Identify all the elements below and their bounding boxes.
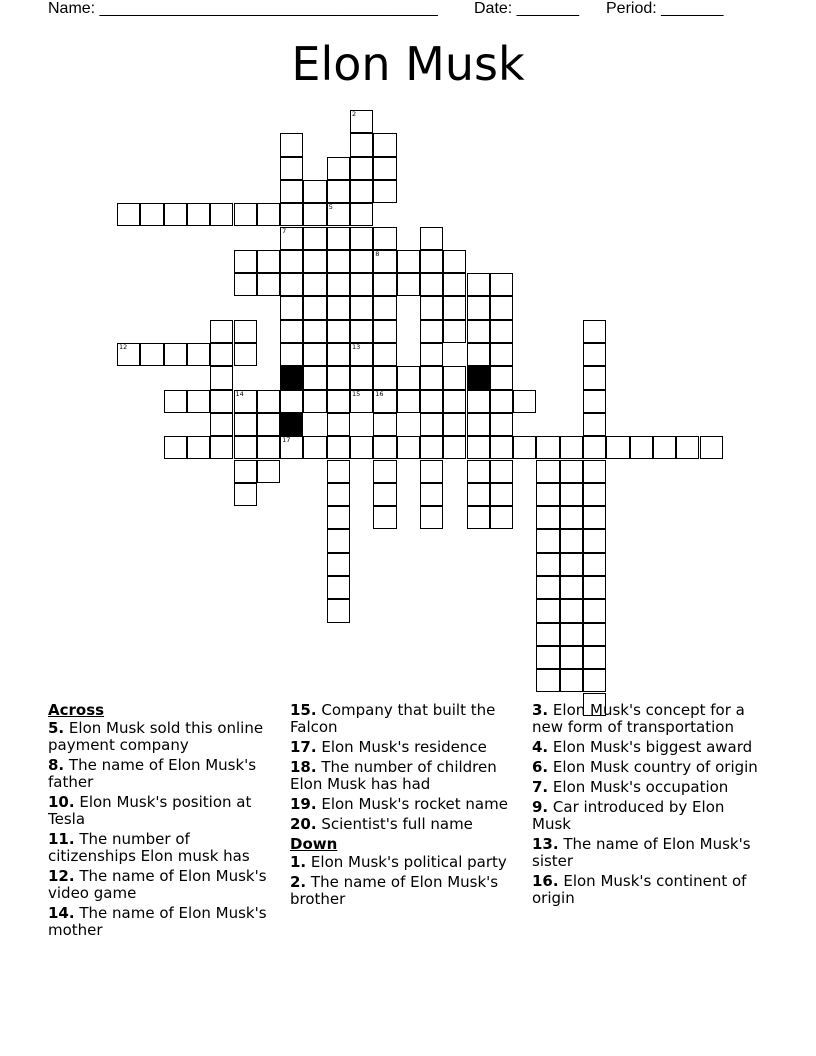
grid-cell[interactable]	[234, 343, 257, 366]
grid-cell[interactable]	[397, 250, 420, 273]
clue-num: 16.	[532, 872, 559, 890]
down-clue	[532, 739, 764, 756]
grid-cell[interactable]	[560, 669, 583, 692]
grid-cell[interactable]	[373, 390, 396, 413]
clue-text: The name of Elon Musk's mother	[48, 904, 267, 939]
grid-cell[interactable]	[583, 576, 606, 599]
grid-cell[interactable]	[560, 506, 583, 529]
clue-num: 9.	[532, 798, 549, 816]
grid-cell[interactable]	[350, 227, 373, 250]
grid-cell[interactable]	[513, 436, 536, 459]
grid-cell[interactable]	[443, 366, 466, 389]
clue-text: Elon Musk's residence	[321, 738, 487, 756]
grid-cell[interactable]	[303, 343, 326, 366]
clue-text: Elon Musk's concept for a new form of transportation	[532, 701, 745, 736]
grid-cell[interactable]	[164, 436, 187, 459]
grid-cell[interactable]	[467, 390, 490, 413]
grid-cell[interactable]	[303, 180, 326, 203]
grid-cell[interactable]	[676, 436, 699, 459]
grid-cell[interactable]	[490, 390, 513, 413]
grid-cell[interactable]	[443, 413, 466, 436]
clue-num: 13.	[532, 835, 559, 853]
grid-cell[interactable]	[373, 250, 396, 273]
grid-cell[interactable]	[583, 483, 606, 506]
grid-cell[interactable]	[420, 390, 443, 413]
grid-cell[interactable]	[513, 390, 536, 413]
across-clue	[48, 794, 280, 828]
grid-cell[interactable]	[443, 436, 466, 459]
grid-cell[interactable]	[280, 273, 303, 296]
grid-cell[interactable]	[490, 343, 513, 366]
grid-cell[interactable]	[117, 343, 140, 366]
grid-cell[interactable]	[327, 553, 350, 576]
grid-cell[interactable]	[373, 366, 396, 389]
grid-cell[interactable]	[210, 413, 233, 436]
clue-number: 2	[352, 110, 357, 118]
clue-text: Company that built the Falcon	[290, 701, 496, 736]
grid-block	[280, 413, 303, 436]
name-field-label: Name: ______________________________________	[48, 0, 438, 17]
clue-text: Car introduced by Elon Musk	[532, 798, 725, 833]
grid-cell[interactable]	[583, 669, 606, 692]
grid-cell[interactable]	[583, 506, 606, 529]
grid-cell[interactable]	[583, 366, 606, 389]
grid-cell[interactable]	[280, 180, 303, 203]
grid-cell[interactable]	[303, 366, 326, 389]
grid-cell[interactable]	[327, 203, 350, 226]
grid-cell[interactable]	[327, 296, 350, 319]
clue-num: 7.	[532, 778, 549, 796]
clue-num: 3.	[532, 701, 549, 719]
grid-cell[interactable]	[303, 436, 326, 459]
clue-text: The number of children Elon Musk has had	[290, 758, 497, 793]
grid-cell[interactable]	[397, 436, 420, 459]
across-clue	[290, 702, 522, 736]
clue-column-2	[290, 702, 522, 911]
grid-cell[interactable]	[327, 250, 350, 273]
clue-number: 17	[282, 436, 291, 445]
grid-cell[interactable]	[234, 436, 257, 459]
grid-cell[interactable]	[536, 669, 559, 692]
clue-column-3	[532, 702, 764, 910]
grid-cell[interactable]	[583, 646, 606, 669]
clue-number: 15	[352, 389, 361, 398]
grid-cell[interactable]	[187, 203, 210, 226]
grid-cell[interactable]	[560, 599, 583, 622]
grid-cell[interactable]	[187, 390, 210, 413]
grid-cell[interactable]	[443, 250, 466, 273]
grid-cell[interactable]	[257, 203, 280, 226]
grid-cell[interactable]	[350, 110, 373, 133]
grid-cell[interactable]	[280, 250, 303, 273]
clue-text: The name of Elon Musk's sister	[532, 835, 751, 870]
across-clue	[290, 796, 522, 813]
grid-cell[interactable]	[420, 273, 443, 296]
grid-cell[interactable]	[303, 227, 326, 250]
grid-cell[interactable]	[373, 273, 396, 296]
grid-cell[interactable]	[257, 390, 280, 413]
grid-cell[interactable]	[140, 203, 163, 226]
grid-cell[interactable]	[257, 460, 280, 483]
grid-cell[interactable]	[467, 506, 490, 529]
clue-text: The number of citizenships Elon musk has	[48, 830, 250, 865]
grid-cell[interactable]	[373, 157, 396, 180]
grid-cell[interactable]	[210, 366, 233, 389]
grid-cell[interactable]	[467, 413, 490, 436]
grid-cell[interactable]	[583, 320, 606, 343]
grid-cell[interactable]	[536, 529, 559, 552]
grid-cell[interactable]	[234, 250, 257, 273]
grid-cell[interactable]	[350, 180, 373, 203]
clue-num: 17.	[290, 738, 317, 756]
clue-number: 8	[375, 249, 380, 258]
grid-cell[interactable]	[583, 599, 606, 622]
grid-cell[interactable]	[303, 273, 326, 296]
clue-num: 19.	[290, 795, 317, 813]
grid-cell[interactable]	[164, 390, 187, 413]
grid-cell[interactable]	[490, 460, 513, 483]
grid-cell[interactable]	[210, 320, 233, 343]
grid-cell[interactable]	[280, 320, 303, 343]
across-clue	[290, 816, 522, 833]
grid-cell[interactable]	[467, 483, 490, 506]
clue-num: 20.	[290, 815, 317, 833]
grid-cell[interactable]	[327, 506, 350, 529]
across-clue	[48, 868, 280, 902]
grid-cell[interactable]	[117, 203, 140, 226]
grid-cell[interactable]	[606, 436, 629, 459]
grid-cell[interactable]	[234, 390, 257, 413]
clue-num: 12.	[48, 867, 75, 885]
grid-block	[280, 366, 303, 389]
grid-cell[interactable]	[280, 390, 303, 413]
grid-cell[interactable]	[210, 436, 233, 459]
grid-cell[interactable]	[490, 483, 513, 506]
grid-cell[interactable]	[350, 390, 373, 413]
grid-cell[interactable]	[280, 227, 303, 250]
grid-cell[interactable]	[327, 366, 350, 389]
grid-cell[interactable]	[234, 203, 257, 226]
clue-text: Scientist's full name	[321, 815, 473, 833]
grid-cell[interactable]	[443, 320, 466, 343]
grid-cell[interactable]	[187, 343, 210, 366]
grid-cell[interactable]	[560, 646, 583, 669]
grid-cell[interactable]	[536, 460, 559, 483]
grid-cell[interactable]	[234, 273, 257, 296]
grid-cell[interactable]	[583, 623, 606, 646]
grid-cell[interactable]	[303, 250, 326, 273]
grid-cell[interactable]	[350, 436, 373, 459]
grid-cell[interactable]	[443, 273, 466, 296]
grid-cell[interactable]	[327, 273, 350, 296]
down-clue	[532, 873, 764, 907]
grid-cell[interactable]	[490, 273, 513, 296]
grid-cell[interactable]	[630, 436, 653, 459]
grid-cell[interactable]	[373, 133, 396, 156]
clue-num: 15.	[290, 701, 317, 719]
grid-cell[interactable]	[490, 366, 513, 389]
grid-cell[interactable]	[373, 436, 396, 459]
grid-cell[interactable]	[327, 157, 350, 180]
grid-cell[interactable]	[397, 390, 420, 413]
grid-cell[interactable]	[443, 390, 466, 413]
clue-num: 4.	[532, 738, 549, 756]
down-clue	[532, 779, 764, 796]
grid-cell[interactable]	[583, 529, 606, 552]
grid-cell[interactable]	[583, 553, 606, 576]
clue-num: 2.	[290, 873, 307, 891]
grid-cell[interactable]	[560, 576, 583, 599]
clue-text: Elon Musk's occupation	[552, 778, 729, 796]
grid-cell[interactable]	[303, 390, 326, 413]
grid-cell[interactable]	[140, 343, 163, 366]
across-clue	[290, 759, 522, 793]
grid-cell[interactable]	[560, 460, 583, 483]
grid-cell[interactable]	[327, 343, 350, 366]
clue-num: 14.	[48, 904, 75, 922]
across-clue	[48, 757, 280, 791]
grid-block	[467, 366, 490, 389]
grid-cell[interactable]	[350, 250, 373, 273]
grid-cell[interactable]	[560, 529, 583, 552]
grid-cell[interactable]	[560, 483, 583, 506]
grid-cell[interactable]	[536, 623, 559, 646]
grid-cell[interactable]	[327, 460, 350, 483]
clue-number: 12	[119, 343, 128, 351]
clue-number: 13	[352, 343, 361, 351]
grid-cell[interactable]	[653, 436, 676, 459]
clue-num: 1.	[290, 853, 307, 871]
clue-num: 8.	[48, 756, 65, 774]
grid-cell[interactable]	[280, 436, 303, 459]
down-clue	[290, 854, 522, 871]
grid-cell[interactable]	[373, 296, 396, 319]
down-clue	[532, 836, 764, 870]
grid-cell[interactable]	[420, 460, 443, 483]
grid-cell[interactable]	[420, 227, 443, 250]
grid-cell[interactable]	[397, 273, 420, 296]
grid-cell[interactable]	[303, 320, 326, 343]
grid-cell[interactable]	[350, 203, 373, 226]
grid-cell[interactable]	[234, 483, 257, 506]
across-heading: Across	[48, 701, 105, 719]
grid-cell[interactable]	[350, 296, 373, 319]
clue-number: 5	[328, 203, 333, 212]
grid-cell[interactable]	[327, 483, 350, 506]
grid-cell[interactable]	[443, 296, 466, 319]
clue-text: The name of Elon Musk's father	[48, 756, 257, 791]
grid-cell[interactable]	[420, 343, 443, 366]
grid-cell[interactable]	[257, 250, 280, 273]
grid-cell[interactable]	[583, 436, 606, 459]
grid-cell[interactable]	[420, 320, 443, 343]
clue-text: The name of Elon Musk's brother	[290, 873, 499, 908]
grid-cell[interactable]	[210, 203, 233, 226]
grid-cell[interactable]	[490, 320, 513, 343]
grid-cell[interactable]	[373, 343, 396, 366]
grid-cell[interactable]	[420, 366, 443, 389]
grid-cell[interactable]	[187, 436, 210, 459]
grid-cell[interactable]	[257, 413, 280, 436]
grid-cell[interactable]	[280, 343, 303, 366]
grid-cell[interactable]	[327, 413, 350, 436]
grid-cell[interactable]	[467, 343, 490, 366]
clue-num: 5.	[48, 719, 65, 737]
grid-cell[interactable]	[164, 203, 187, 226]
grid-cell[interactable]	[490, 436, 513, 459]
grid-cell[interactable]	[583, 460, 606, 483]
grid-cell[interactable]	[536, 553, 559, 576]
grid-cell[interactable]	[350, 273, 373, 296]
clue-text: The name of Elon Musk's video game	[48, 867, 267, 902]
across-clue	[290, 739, 522, 756]
grid-cell[interactable]	[583, 343, 606, 366]
grid-cell[interactable]	[350, 366, 373, 389]
grid-cell[interactable]	[327, 529, 350, 552]
grid-cell[interactable]	[210, 343, 233, 366]
across-clue	[48, 905, 280, 939]
clue-text: Elon Musk's position at Tesla	[48, 793, 252, 828]
grid-cell[interactable]	[536, 506, 559, 529]
grid-cell[interactable]	[373, 506, 396, 529]
grid-cell[interactable]	[397, 366, 420, 389]
grid-cell[interactable]	[420, 250, 443, 273]
grid-cell[interactable]	[700, 436, 723, 459]
grid-cell[interactable]	[536, 646, 559, 669]
grid-cell[interactable]	[560, 553, 583, 576]
grid-cell[interactable]	[280, 203, 303, 226]
grid-cell[interactable]	[467, 320, 490, 343]
grid-cell[interactable]	[257, 273, 280, 296]
grid-cell[interactable]	[560, 623, 583, 646]
grid-cell[interactable]	[467, 296, 490, 319]
grid-cell[interactable]	[164, 343, 187, 366]
grid-cell[interactable]	[327, 576, 350, 599]
grid-cell[interactable]	[373, 180, 396, 203]
down-clue	[532, 702, 764, 736]
clue-num: 10.	[48, 793, 75, 811]
grid-cell[interactable]	[467, 460, 490, 483]
period-field-label: Period: _______	[606, 0, 724, 17]
grid-cell[interactable]	[350, 133, 373, 156]
grid-cell[interactable]	[350, 320, 373, 343]
grid-cell[interactable]	[490, 506, 513, 529]
grid-cell[interactable]	[350, 343, 373, 366]
clue-num: 18.	[290, 758, 317, 776]
grid-cell[interactable]	[373, 227, 396, 250]
grid-cell[interactable]	[420, 413, 443, 436]
across-clue	[48, 720, 280, 754]
clue-number: 14	[235, 389, 244, 398]
across-clue	[48, 831, 280, 865]
clue-text: Elon Musk's political party	[310, 853, 507, 871]
grid-cell[interactable]	[373, 413, 396, 436]
grid-cell[interactable]	[327, 180, 350, 203]
grid-cell[interactable]	[303, 203, 326, 226]
grid-cell[interactable]	[327, 436, 350, 459]
grid-cell[interactable]	[467, 273, 490, 296]
grid-cell[interactable]	[327, 227, 350, 250]
grid-cell[interactable]	[280, 157, 303, 180]
grid-cell[interactable]	[373, 483, 396, 506]
grid-cell[interactable]	[373, 460, 396, 483]
date-field-label: Date: _______	[474, 0, 579, 17]
clue-number: 7	[282, 226, 287, 235]
clue-column-1	[48, 702, 280, 942]
grid-cell[interactable]	[536, 576, 559, 599]
clue-number: 16	[375, 389, 384, 398]
grid-cell[interactable]	[420, 296, 443, 319]
clue-num: 11.	[48, 830, 75, 848]
grid-cell[interactable]	[560, 436, 583, 459]
grid-cell[interactable]	[350, 157, 373, 180]
clue-text: Elon Musk country of origin	[552, 758, 758, 776]
grid-cell[interactable]	[583, 413, 606, 436]
grid-cell[interactable]	[234, 460, 257, 483]
clue-text: Elon Musk sold this online payment company	[48, 719, 264, 754]
down-clue	[532, 799, 764, 833]
clue-text: Elon Musk's biggest award	[552, 738, 753, 756]
grid-cell[interactable]	[490, 296, 513, 319]
grid-cell[interactable]	[536, 483, 559, 506]
clue-num: 6.	[532, 758, 549, 776]
down-clue	[290, 874, 522, 908]
grid-cell[interactable]	[280, 296, 303, 319]
down-clue	[532, 759, 764, 776]
grid-cell[interactable]	[536, 436, 559, 459]
grid-cell[interactable]	[234, 320, 257, 343]
grid-cell[interactable]	[280, 133, 303, 156]
grid-cell[interactable]	[210, 390, 233, 413]
down-heading: Down	[290, 835, 338, 853]
grid-cell[interactable]	[536, 599, 559, 622]
grid-cell[interactable]	[373, 320, 396, 343]
grid-cell[interactable]	[420, 436, 443, 459]
clue-text: Elon Musk's continent of origin	[532, 872, 747, 907]
clue-text: Elon Musk's rocket name	[321, 795, 508, 813]
grid-cell[interactable]	[327, 320, 350, 343]
grid-cell[interactable]	[420, 483, 443, 506]
grid-cell[interactable]	[467, 436, 490, 459]
page-title: Elon Musk	[291, 37, 525, 91]
grid-cell[interactable]	[234, 413, 257, 436]
grid-cell[interactable]	[303, 296, 326, 319]
grid-cell[interactable]	[420, 506, 443, 529]
grid-cell[interactable]	[490, 413, 513, 436]
grid-cell[interactable]	[327, 390, 350, 413]
grid-cell[interactable]	[583, 390, 606, 413]
grid-cell[interactable]	[257, 436, 280, 459]
grid-cell[interactable]	[327, 599, 350, 622]
